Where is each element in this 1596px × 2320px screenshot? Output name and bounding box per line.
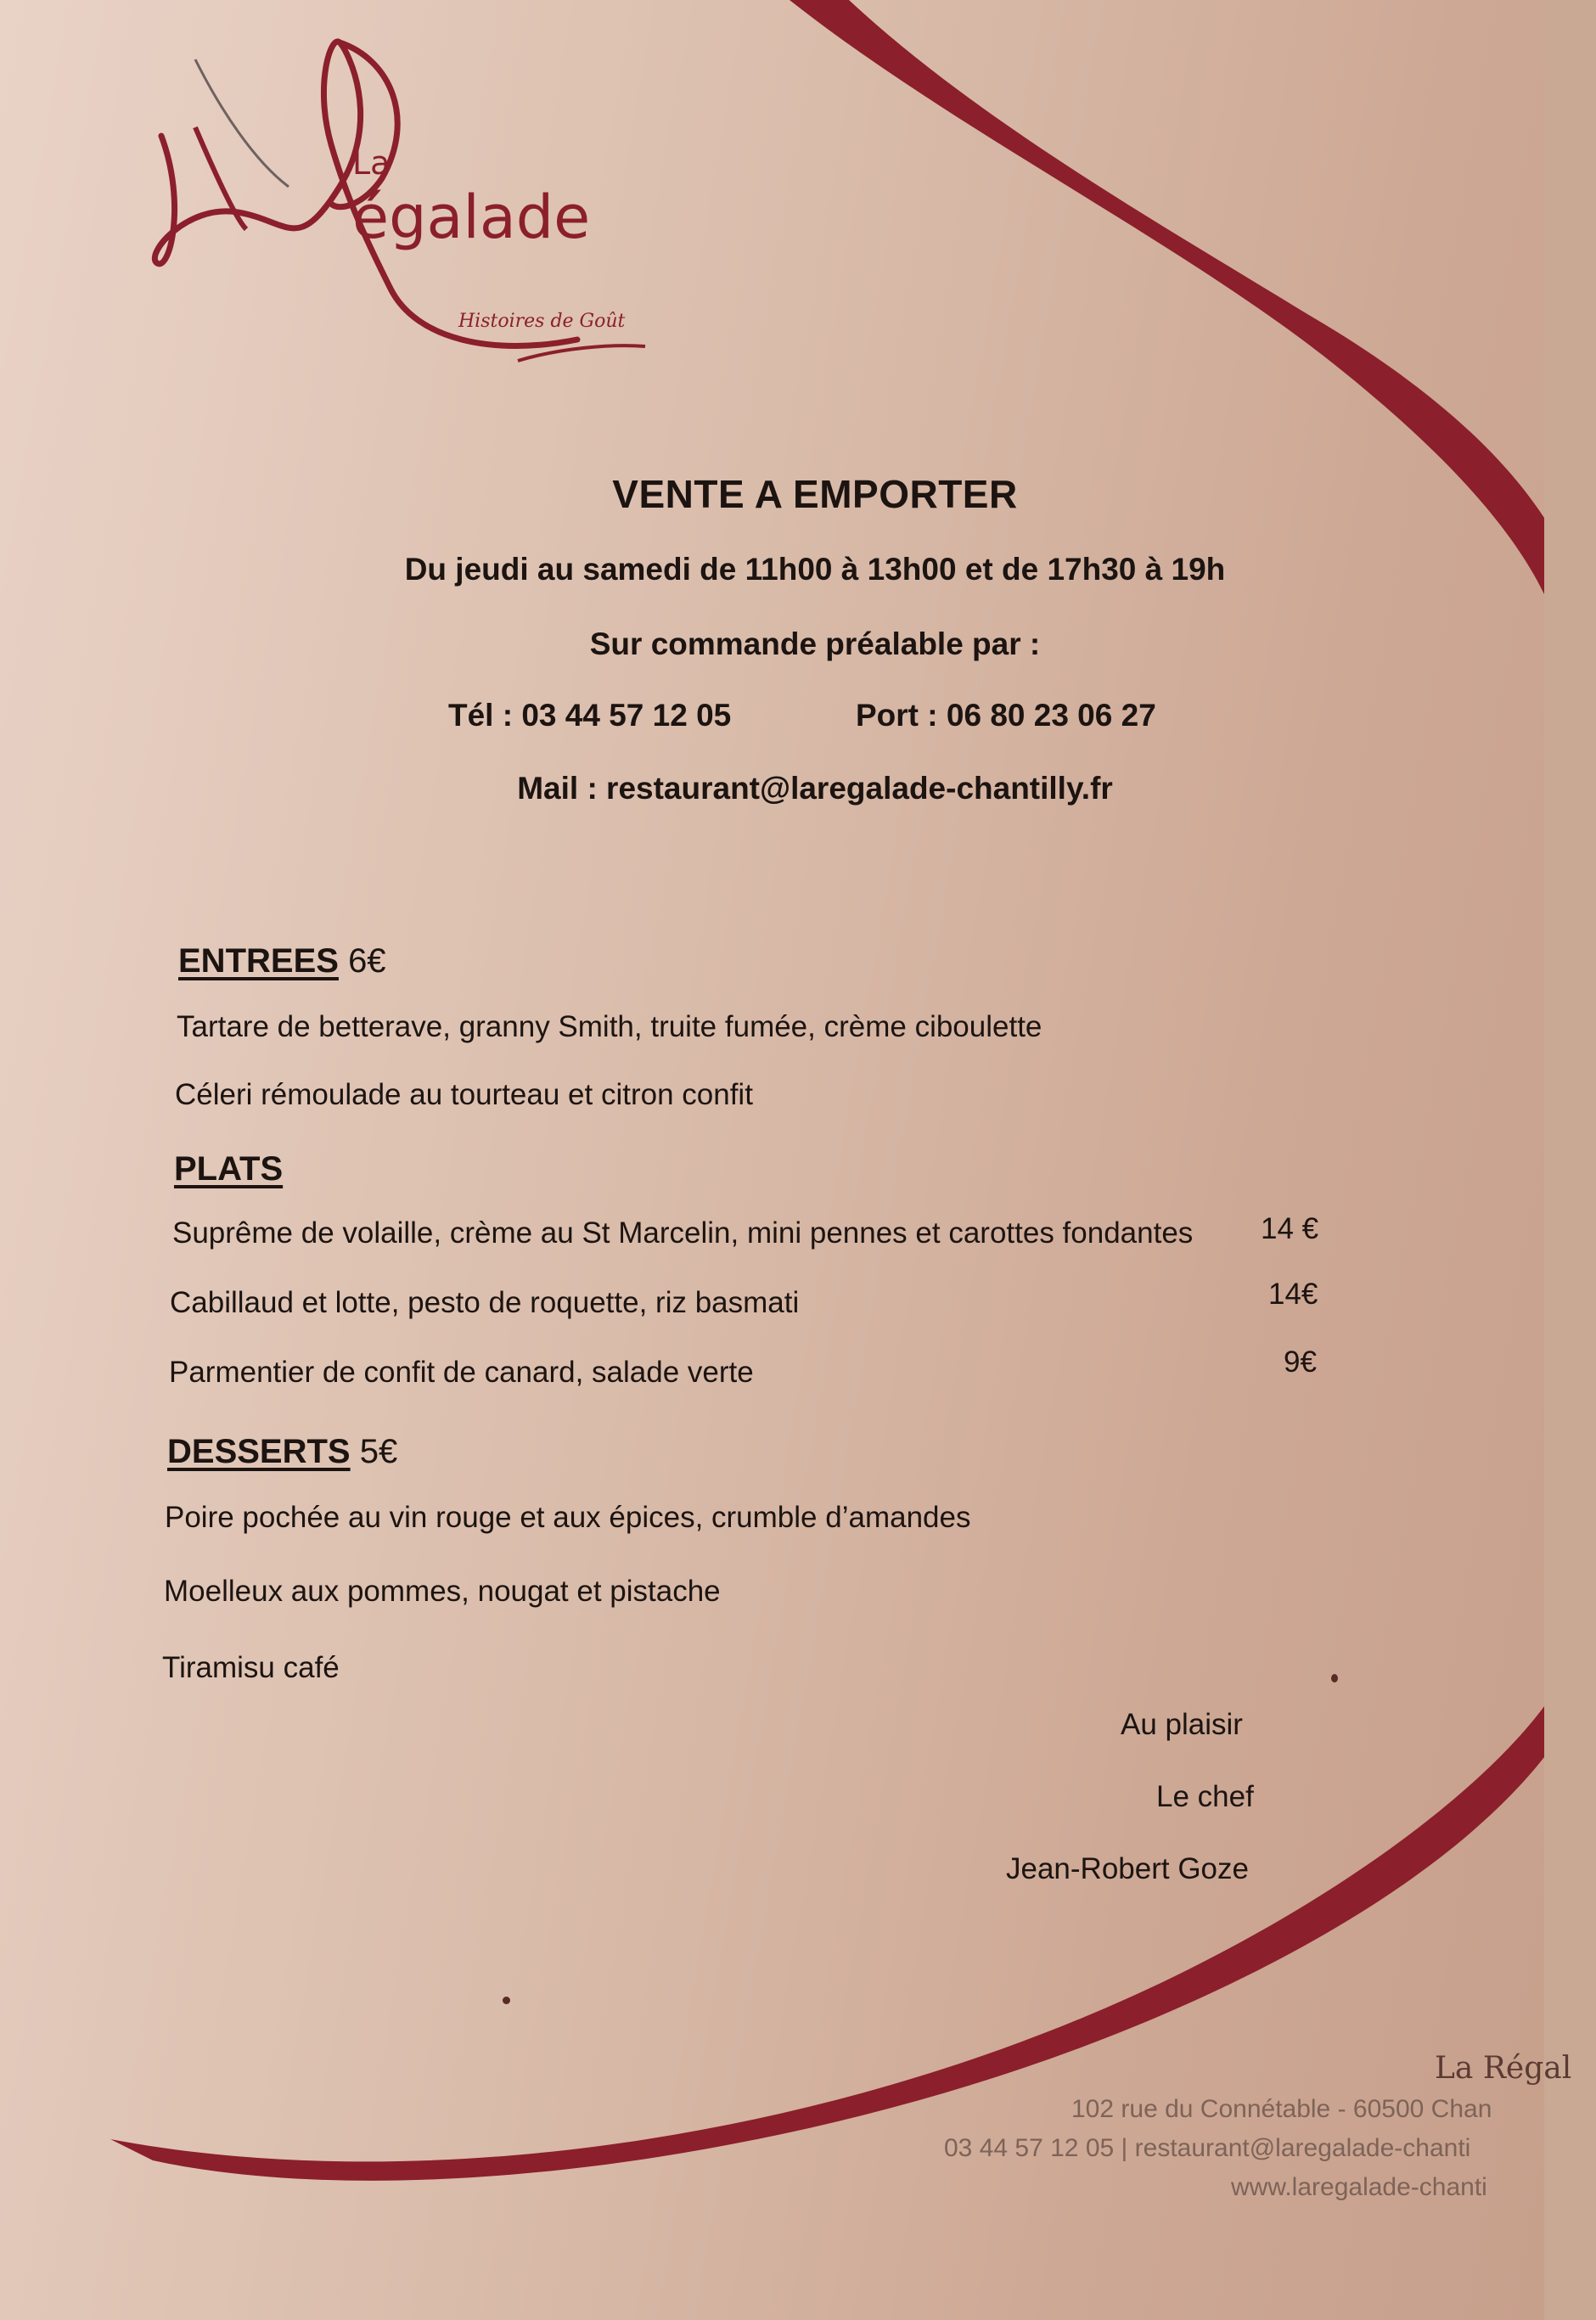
plat-price: 9€ xyxy=(1284,1345,1317,1379)
email-address: Mail : restaurant@laregalade-chantilly.fr xyxy=(517,771,1113,806)
plat-item: Cabillaud et lotte, pesto de roquette, riz basmati xyxy=(170,1286,800,1319)
dessert-item: Poire pochée au vin rouge et aux épices, crumble d’amandes xyxy=(165,1501,971,1534)
section-desserts xyxy=(167,1433,397,1471)
plat-price: 14 € xyxy=(1261,1212,1319,1245)
opening-hours: Du jeudi au samedi de 11h00 à 13h00 et de 17h30 à 19h xyxy=(404,552,1226,587)
entree-item: Tartare de betterave, granny Smith, truite fumée, crème ciboulette xyxy=(177,1010,1042,1043)
logo-name-large: égalade xyxy=(352,183,591,252)
footer-address: 102 rue du Connétable - 60500 Chan xyxy=(1071,2095,1492,2123)
logo-tagline: Histoires de Goût xyxy=(458,311,626,332)
desserts-heading: DESSERTS xyxy=(167,1433,351,1470)
logo-name-small: La xyxy=(352,144,391,182)
order-note: Sur commande préalable par : xyxy=(589,626,1041,661)
la-regalade-logo xyxy=(136,34,662,374)
dessert-item: Tiramisu café xyxy=(162,1651,340,1684)
signature-line: Au plaisir xyxy=(1121,1708,1243,1741)
dessert-item: Moelleux aux pommes, nougat et pistache xyxy=(164,1575,721,1608)
entrees-price: 6€ xyxy=(348,942,386,980)
plat-item: Suprême de volaille, crème au St Marcelin, mini pennes et carottes fondantes xyxy=(172,1216,1194,1250)
plats-heading: PLATS xyxy=(174,1150,284,1188)
plat-price: 14€ xyxy=(1268,1278,1318,1311)
page-title: VENTE A EMPORTER xyxy=(612,472,1018,516)
phone-number: Tél : 03 44 57 12 05 xyxy=(448,698,732,733)
section-plats xyxy=(174,1150,283,1188)
entree-item: Céleri rémoulade au tourteau et citron confit xyxy=(175,1078,753,1111)
entrees-heading: ENTREES xyxy=(178,942,339,980)
footer-brand: La Régal xyxy=(1435,2051,1572,2086)
section-entrees xyxy=(178,942,386,980)
plat-item: Parmentier de confit de canard, salade verte xyxy=(169,1356,754,1389)
paper-speck xyxy=(1331,1674,1338,1682)
paper-speck xyxy=(503,1997,510,2004)
footer-contact: 03 44 57 12 05 | restaurant@laregalade-chanti xyxy=(944,2134,1471,2162)
signature-line: Le chef xyxy=(1156,1780,1254,1813)
chef-name: Jean-Robert Goze xyxy=(1006,1852,1249,1885)
mobile-number: Port : 06 80 23 06 27 xyxy=(856,698,1156,733)
desserts-price: 5€ xyxy=(359,1433,398,1470)
footer-website: www.laregalade-chanti xyxy=(1231,2173,1487,2201)
